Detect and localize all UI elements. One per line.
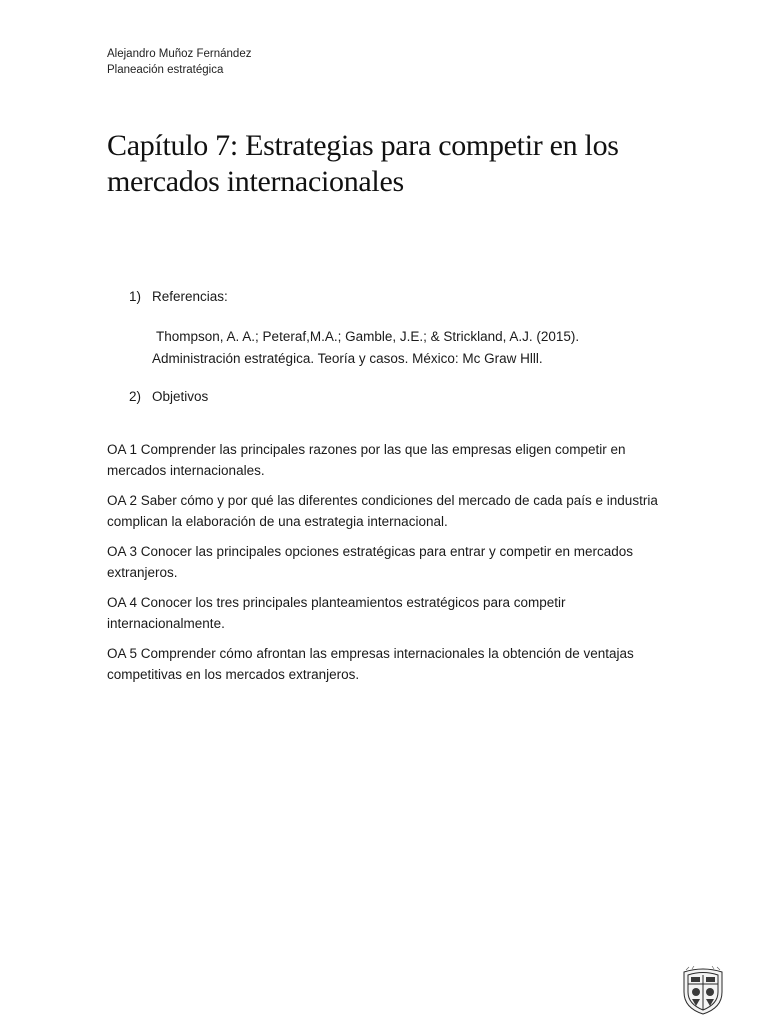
- reference-line-1: Thompson, A. A.; Peteraf,M.A.; Gamble, J.E.; & Strickland, A.J. (2015).: [156, 329, 580, 344]
- section-number: 1): [129, 289, 142, 304]
- reference-line-2: Administración estratégica. Teoría y casos. México: Mc Graw Hlll.: [152, 351, 543, 366]
- university-seal-icon: [680, 966, 726, 1016]
- section-references: [129, 287, 228, 307]
- objective-item: OA 4 Conocer los tres principales planteamientos estratégicos para competir internacionalmente.: [107, 595, 566, 631]
- objective-item: OA 2 Saber cómo y por qué las diferentes condiciones del mercado de cada país e industria complican la elaboración de una estrategia internacional.: [107, 493, 658, 529]
- section-number: 2): [129, 389, 142, 404]
- section-label: Referencias:: [152, 289, 228, 304]
- objectives-list: [107, 439, 667, 694]
- objective-item: OA 3 Conocer las principales opciones estratégicas para entrar y competir en mercados extranjeros.: [107, 544, 634, 580]
- objective-item: OA 1 Comprender las principales razones por las que las empresas eligen competir en mercados internacionales.: [107, 442, 626, 478]
- section-objectives: [129, 387, 208, 407]
- objective-item: OA 5 Comprender cómo afrontan las empresas internacionales la obtención de ventajas competitivas en los mercados extranjeros.: [107, 646, 634, 682]
- course-name: Planeación estratégica: [107, 64, 224, 76]
- section-label: Objetivos: [152, 389, 209, 404]
- chapter-title: Capítulo 7: Estrategias para competir en los mercados internacionales: [107, 129, 619, 198]
- document-header: [107, 46, 251, 78]
- author-name: Alejandro Muñoz Fernández: [107, 48, 252, 60]
- reference-citation: [152, 326, 632, 370]
